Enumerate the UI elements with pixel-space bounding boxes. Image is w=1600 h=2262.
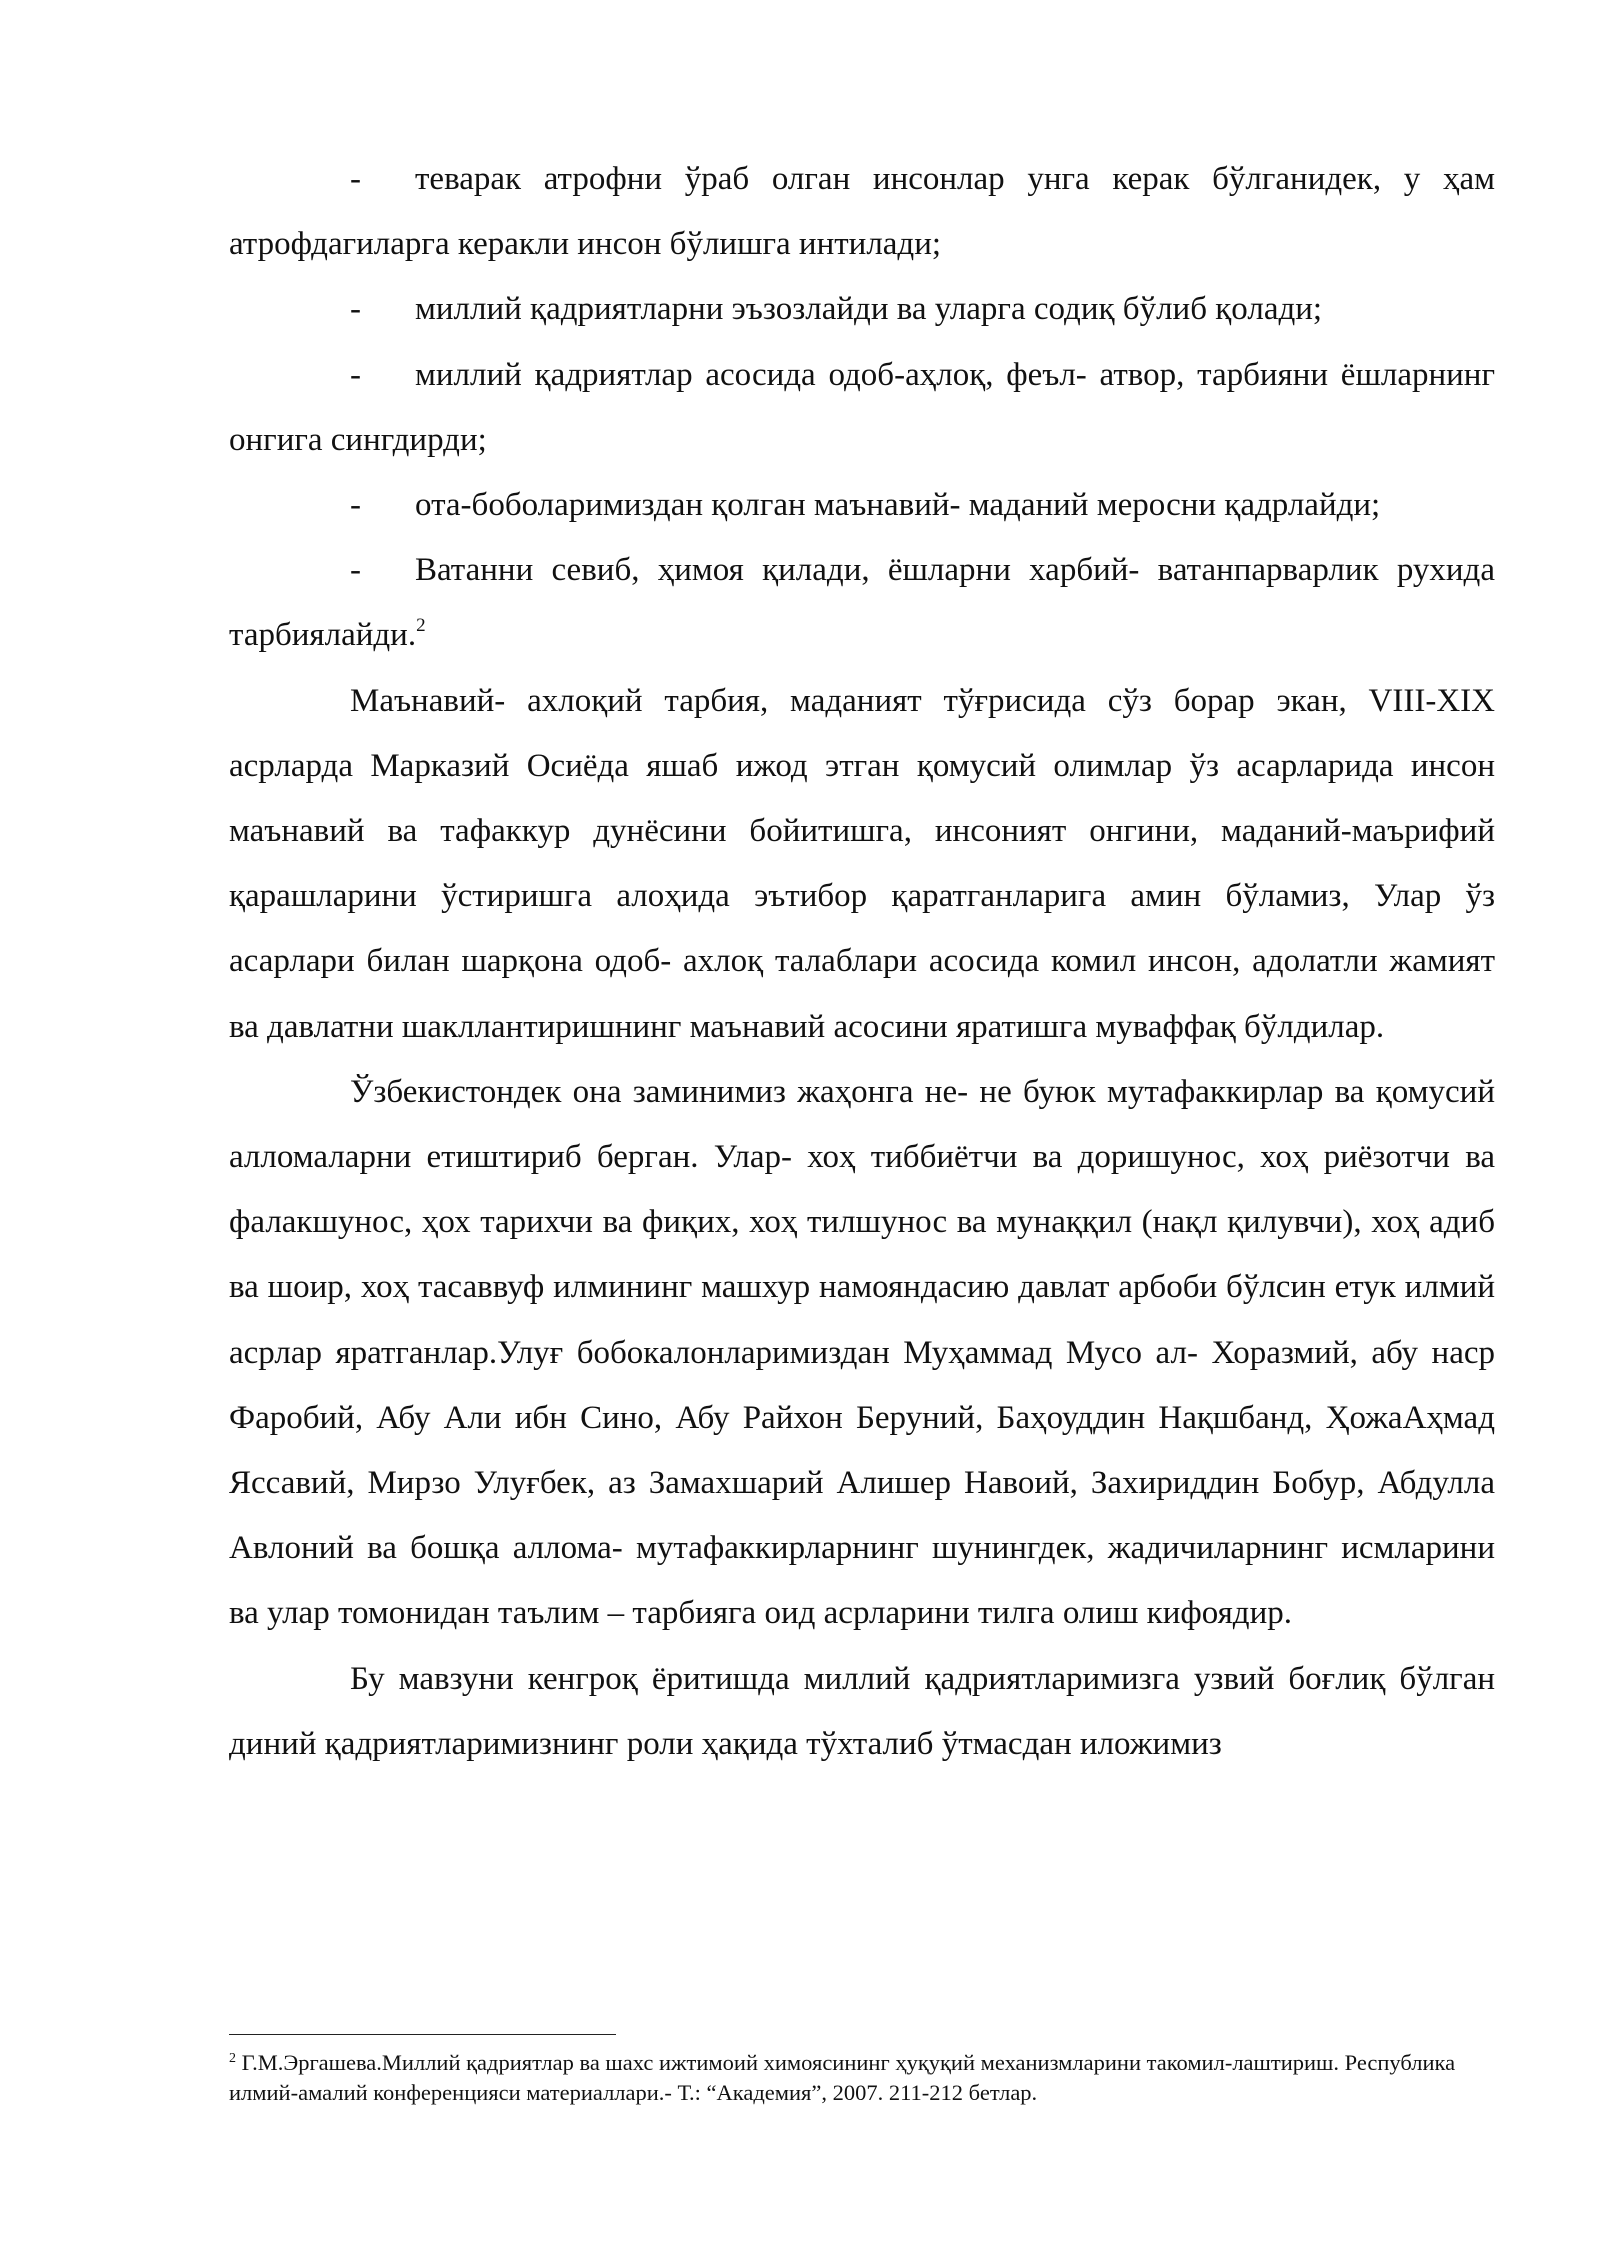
body-paragraph: Маънавий- ахлоқий тарбия, маданият тўғрисида сўз борар экан, VIII-XIX асрларда Марказий Осиёда яшаб ижод этган қомусий олимлар ўз асарларида инсон маънавий ва тафаккур дунёсини бойитишга, инсоният онгини, маданий-маърифий қарашларини ўстиришга алоҳида эътибор қаратганларига амин бўламиз, Улар ўз асарлари билан шарқона одоб- ахлоқ талаблари асосида комил инсон, адолатли жамият ва давлатни шакллантиришнинг маънавий асосини яратишга муваффақ бўлдилар.	[229, 682, 1495, 1045]
list-item-text: теварак атрофни ўраб олган инсонлар унга керак бўлганидек, у ҳам атрофдагиларга керакли инсон бўлишга интилади;	[229, 161, 1495, 263]
footnote-separator	[229, 2034, 616, 2035]
list-item	[229, 343, 1495, 473]
list-item-text: миллий қадриятларни эъзозлайди ва уларга содиқ бўлиб қолади;	[415, 291, 1323, 328]
list-dash: -	[350, 356, 361, 393]
footnote-reference[interactable]: 2	[416, 615, 426, 637]
list-item-text: миллий қадриятлар асосида одоб-аҳлоқ, феъл- атвор, тарбияни ёшларнинг онгига сингдирди;	[229, 356, 1495, 458]
list-dash: -	[350, 552, 361, 589]
footnote-number: 2	[229, 2051, 236, 2066]
list-dash: -	[350, 161, 361, 197]
list-item	[229, 473, 1495, 538]
footnote	[229, 2048, 1495, 2108]
list-item-text: ота-боболаримиздан қолган маънавий- маданий меросни қадрлайди;	[415, 487, 1381, 524]
list-dash: -	[350, 487, 361, 524]
list-dash: -	[350, 291, 361, 328]
list-item-text: Ватанни севиб, ҳимоя қилади, ёшларни харбий- ватанпарварлик рухида тарбиялайди.	[229, 552, 1495, 654]
body-paragraph: Бу мавзуни кенгроқ ёритишда миллий қадриятларимизга узвий боғлиқ бўлган диний қадриятларимизнинг роли ҳақида тўхталиб ўтмасдан иложимиз	[229, 1660, 1495, 1762]
footnote-text: Г.М.Эргашева.Миллий қадриятлар ва шахс ижтимоий химоясининг ҳуқуқий механизмларини такомил-лаштириш. Республика илмий-амалий конференцияси материаллари.- Т.: “Академия”, 2007. 211-212 бетлар.	[229, 2050, 1456, 2105]
body-paragraph: Ўзбекистондек она заминимиз жаҳонга не- не буюк мутафаккирлар ва қомусий алломаларни етиштириб берган. Улар- хоҳ тиббиётчи ва доришунос, хоҳ риёзотчи ва фалакшунос, ҳох тарихчи ва фиқих, хоҳ тилшунос ва мунаққил (нақл қилувчи), хоҳ адиб ва шоир, хоҳ тасаввуф илмининг машхур намояндасию давлат арбоби бўлсин етук илмий асрлар яратганлар.Улуғ бобокалонларимиздан Муҳаммад Мусо ал- Хоразмий, абу наср Фаробий, Абу Али ибн Сино, Абу Райхон Беруний, Баҳоуддин Нақшбанд, ҲожаАҳмад Яссавий, Мирзо Улуғбек, аз Замахшарий Алишер Навоий, Захириддин Бобур, Абдулла Авлоний ва бошқа аллома- мутафаккирларнинг шунингдек, жадичиларнинг исмларини ва улар томонидан таълим – тарбияга оид асрларини тилга олиш кифоядир.	[229, 1073, 1495, 1632]
list-item	[229, 147, 1495, 277]
list-item	[229, 538, 1495, 668]
list-item	[229, 277, 1495, 342]
body-text	[229, 147, 1495, 1777]
